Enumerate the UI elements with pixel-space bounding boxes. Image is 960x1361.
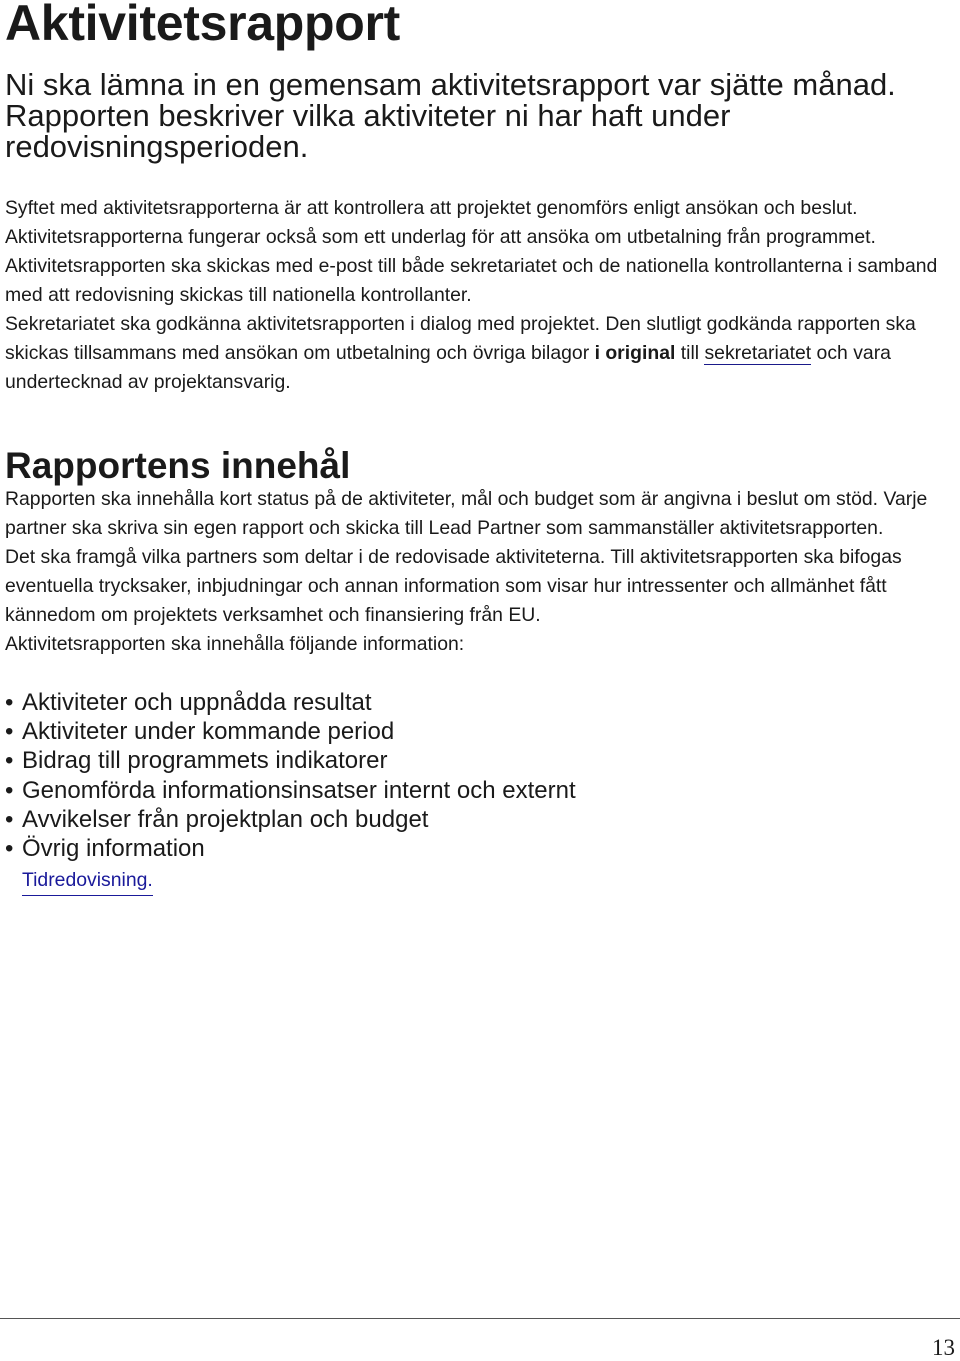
section-paragraph-status: Rapporten ska innehålla kort status på de aktiviteter, mål och budget som är angivna i beslut om stöd. Varje partner ska skriva sin egen rapport och skicka till Lead Partner som sammanställer aktivitetsrapporten. <box>5 488 928 539</box>
intro-paragraph-purpose: Syftet med aktivitetsrapporterna är att kontrollera att projektet genomförs enligt ansökan och beslut. Aktivitetsrapporterna fungerar också som ett underlag för att ansöka om utbetalning från programmet. <box>5 197 876 248</box>
secretariat-link[interactable]: sekretariatet <box>704 342 812 364</box>
list-item: • Avvikelser från projektplan och budget <box>5 805 429 833</box>
bullet-icon: • <box>5 834 14 862</box>
lead-paragraph: Ni ska lämna in en gemensam aktivitetsrapport var sjätte månad. Rapporten beskriver vilka aktiviteter ni har haft under redovisningsperioden. <box>5 67 896 164</box>
section-text <box>5 485 950 659</box>
bullet-icon: • <box>5 689 14 716</box>
time-report-link[interactable]: Tidredovisning. <box>22 866 153 896</box>
list-item: • Aktiviteter och uppnådda resultat <box>5 689 372 716</box>
list-item: • Övrig information <box>5 834 205 862</box>
bullet-icon: • <box>5 776 14 804</box>
list-item: • Aktiviteter under kommande period <box>5 718 395 746</box>
intro-paragraph-email: Aktivitetsrapporten ska skickas med e-post till både sekretariatet och de nationella kontrollanterna i samband med att redovisning skickas till nationella kontrollanter. <box>5 255 938 306</box>
bullet-icon: • <box>5 805 14 833</box>
intro-paragraph-approval-end: och vara undertecknad av projektansvarig. <box>5 342 891 393</box>
intro-paragraph-approval: Sekretariatet ska godkänna aktivitetsrapporten i dialog med projektet. Den slutligt godkända rapporten ska skickas tillsammans med ansökan om utbetalning och övriga bilagor <box>5 313 916 364</box>
section-paragraph-partners: Det ska framgå vilka partners som deltar i de redovisade aktiviteterna. Till aktivitetsrapporten ska bifogas eventuella trycksaker, inbjudningar och annan information som visar hur intressenter och allmänhet fått kännedom om projektets verksamhet och finansiering från EU. <box>5 546 902 626</box>
list-item: • Genomförda informationsinsatser internt och externt <box>5 776 576 804</box>
list-item: • Bidrag till programmets indikatorer <box>5 747 388 775</box>
section-paragraph-list-intro: Aktivitetsrapporten ska innehålla följande information: <box>5 633 465 655</box>
intro-text <box>5 194 950 397</box>
footer-divider <box>0 1318 960 1319</box>
emphasis-original: i original <box>594 342 676 364</box>
page-title: Aktivitetsrapport <box>5 0 400 51</box>
intro-paragraph-approval-mid: till <box>675 342 705 364</box>
information-list <box>5 688 576 863</box>
page-number: 13 <box>932 1335 955 1360</box>
bullet-icon: • <box>5 718 14 746</box>
section-heading: Rapportens innehål <box>5 445 351 486</box>
bullet-icon: • <box>5 747 14 775</box>
